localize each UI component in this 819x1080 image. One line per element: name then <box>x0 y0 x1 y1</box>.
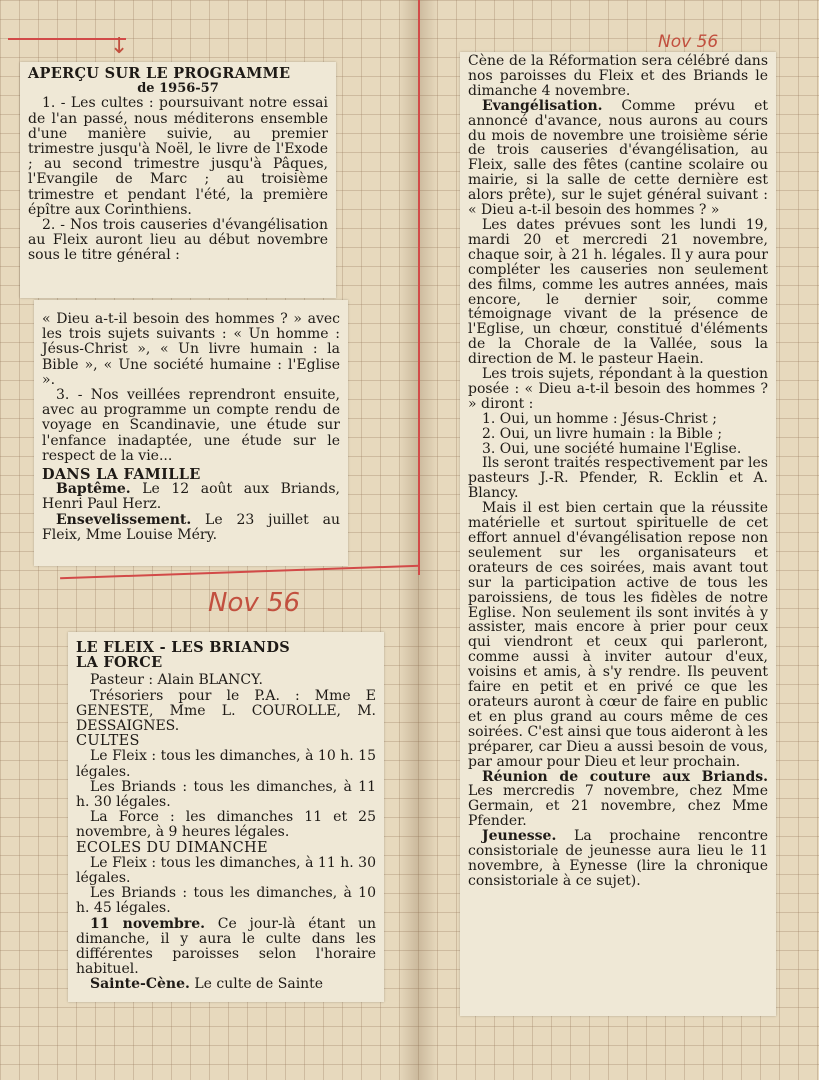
ensevelissement-text: Le 23 juillet au Fleix, Mme Louise Méry. <box>42 511 340 543</box>
paragraph <box>468 770 768 830</box>
clipping-programme <box>20 62 336 298</box>
paragraph <box>42 513 340 543</box>
red-vertical-line <box>418 0 420 575</box>
paragraph: Les trois sujets, répondant à la question posée : « Dieu a-t-il besoin des hommes ? » diront : <box>468 366 768 412</box>
couture-text: Les mercredis 7 novembre, chez Mme Germain, et 21 novembre, chez Mme Pfender. <box>468 783 768 830</box>
section-heading: ECOLES DU DIMANCHE <box>76 839 268 856</box>
jeunesse-text: La prochaine rencontre consistoriale de jeunesse aura lieu le 11 novembre, à Eynesse (lire la chronique consistoriale à ce sujet). <box>468 828 768 889</box>
couture-label: Réunion de couture aux Briands. <box>482 768 768 785</box>
pasteur-line: Pasteur : Alain BLANCY. <box>90 672 263 689</box>
paragraph: Les Briands : tous les dimanches, à 10 h. 45 légales. <box>76 885 376 917</box>
section-heading: DANS LA FAMILLE <box>42 466 201 484</box>
paragraph: Cène de la Réformation sera célébré dans nos paroisses du Fleix et des Briands le dimanche 4 novembre. <box>468 53 768 99</box>
paragraph <box>468 829 768 889</box>
red-underline <box>60 565 420 580</box>
list-item: 2. Oui, un livre humain : la Bible ; <box>482 425 723 442</box>
evangelisation-label: Evangélisation. <box>482 97 603 114</box>
clipping-title: APERÇU SUR LE PROGRAMME <box>28 65 291 82</box>
paragraph: « Dieu a-t-il besoin des hommes ? » avec les trois sujets suivants : « Un homme : Jésus-Christ », « Un livre humain : la Bible », « Une société humaine : l'Eglise ». <box>42 311 340 388</box>
paragraph: Le Fleix : tous les dimanches, à 11 h. 30 légales. <box>76 854 376 887</box>
paragraph: 3. - Nos veillées reprendront ensuite, avec au programme un compte rendu de voyage en Scandinavie, une étude sur l'enfance inadaptée, une étude sur le respect de la vie... <box>42 387 340 464</box>
paragraph: La Force : les dimanches 11 et 25 novembre, à 9 heures légales. <box>76 809 376 841</box>
paragraph <box>76 917 376 978</box>
tresoriers-line: Trésoriers pour le P.A. : Mme E GENESTE, Mme L. COUROLLE, M. DESSAIGNES. <box>76 687 376 735</box>
bapteme-text: Le 12 août aux Briands, Henri Paul Herz. <box>42 481 340 513</box>
clipping-subtitle: de 1956-57 <box>137 81 219 97</box>
paragraph: Ils seront traités respectivement par les pasteurs J.-R. Pfender, R. Ecklin et A. Blancy. <box>468 455 768 502</box>
handwritten-note-middle: Nov 56 <box>208 588 301 618</box>
ensevelissement-label: Ensevelissement. <box>56 511 192 528</box>
sainte-cene-label: Sainte-Cène. <box>90 976 190 993</box>
paragraph <box>42 482 340 512</box>
jeunesse-label: Jeunesse. <box>482 828 557 845</box>
paragraph: 2. - Nos trois causeries d'évangélisation au Fleix auront lieu au début novembre sous le titre général : <box>28 217 328 264</box>
paragraph: Mais il est bien certain que la réussite matérielle et surtout spirituelle de cet effort annuel d'évangélisation repose non seulement sur les organisateurs et orateurs de ces soirées, mais avant tout sur la participation active de tous les paroissiens, de tous les fidèles de notre Eglise. Non seulement ils sont invités à y assister, mais encore à prier pour ceux qui viendront et ceux qui parleront, comme aussi à inviter autour d'eux, voisins et amis, à s'y rendre. Ils peuvent faire en petit et en privé ce que les orateurs auront à cœur de faire en public et en plus grand au cours même de ces soirées. C'est ainsi que tous aideront à les préparer, car Dieu a aussi besoin de vous, par amour pour Dieu et leur prochain. <box>468 500 768 770</box>
evangelisation-text: Comme prévu et annoncé d'avance, nous aurons au cours du mois de novembre une troisième série de trois causeries d'évangélisation, au Fleix, salle des fêtes (cantine scolaire ou mairie, si la salle de cette dernière est alors prête), sur le sujet général suivant : « Dieu a-t-il besoin des hommes ? » <box>468 97 768 219</box>
clipping-paroisse <box>68 632 384 1002</box>
bapteme-label: Baptême. <box>56 481 131 498</box>
clipping-evangelisation <box>460 52 776 1016</box>
section-heading: CULTES <box>76 733 140 750</box>
list-item: 1. Oui, un homme : Jésus-Christ ; <box>482 410 717 427</box>
sainte-cene-text: Le culte de Sainte <box>189 976 324 993</box>
paragraph: 1. - Les cultes : poursuivant notre essai de l'an passé, nous méditerons ensemble d'une manière suivie, au premier trimestre jusqu'à Noël, le livre de l'Exode ; au second trimestre jusqu'à Pâques, l'Evangile de Marc ; au troisième trimestre et pendant l'été, la première épître aux Corinthiens. <box>28 95 328 218</box>
clipping-subtitle: LA FORCE <box>76 654 163 672</box>
red-margin-line <box>8 38 126 40</box>
paragraph <box>76 977 376 992</box>
handwritten-note-top: Nov 56 <box>658 32 719 52</box>
handwritten-arrow: ↓ <box>110 34 129 59</box>
list-item: 3. Oui, une société humaine l'Eglise. <box>482 440 742 457</box>
paragraph <box>468 99 768 218</box>
nov11-label: 11 novembre. <box>90 915 205 932</box>
paragraph: Les dates prévues sont les lundi 19, mardi 20 et mercredi 21 novembre, chaque soir, à 21 h. légales. Il y aura pour compléter les causeries non seulement des films, comme les autres années, mais encore, le dernier soir, comme témoignage vivant de la présence de l'Eglise, un chœur, constitué d'éléments de la Chorale de la Vallée, sous la direction de M. le pasteur Haein. <box>468 216 768 368</box>
clipping-title: LE FLEIX - LES BRIANDS <box>76 639 290 656</box>
paragraph: Les Briands : tous les dimanches, à 11 h. 30 légales. <box>76 778 376 811</box>
nov11-text: Ce jour-là étant un dimanche, il y aura le culte dans les différentes paroisses selon l'horaire habituel. <box>76 915 376 978</box>
clipping-programme-continued <box>34 300 348 566</box>
paragraph: Le Fleix : tous les dimanches, à 10 h. 15 légales. <box>76 748 376 780</box>
